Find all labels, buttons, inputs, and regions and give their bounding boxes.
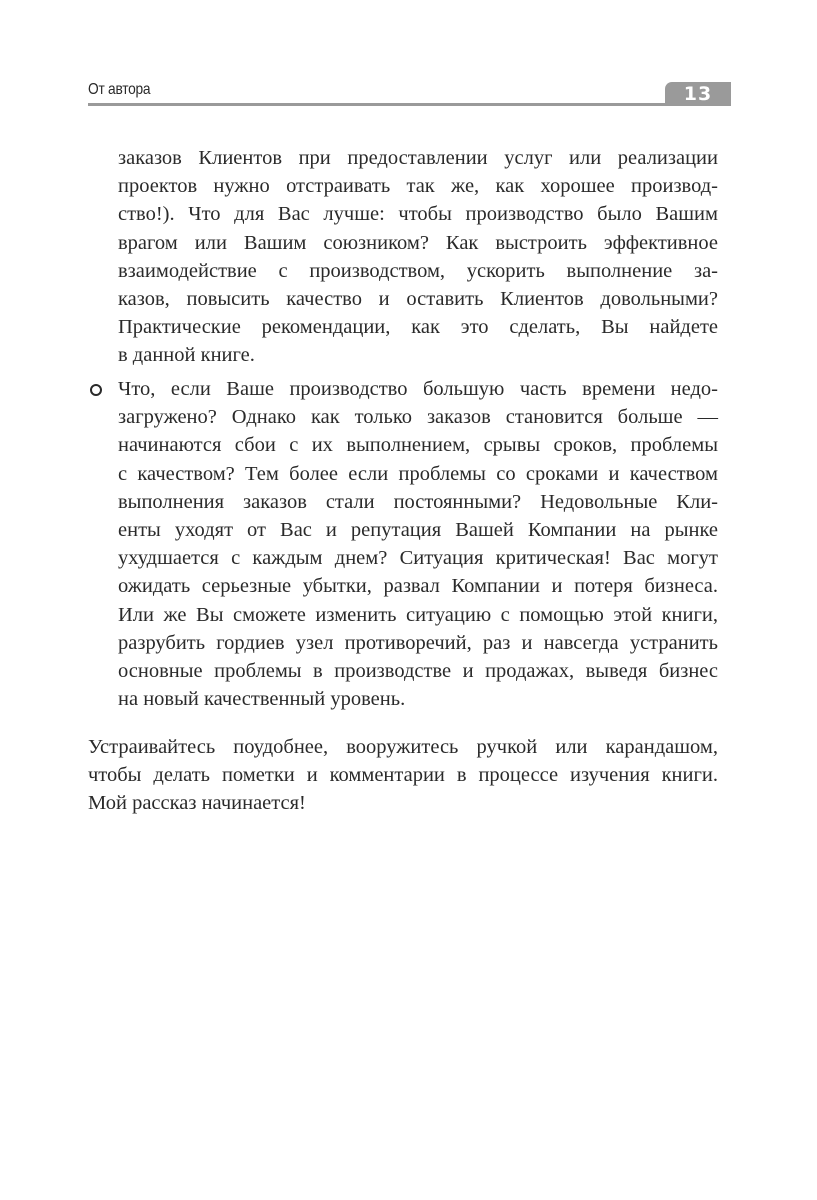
text-line: Устраивайтесь поудобнее, вооружитесь ручкой или карандашом, (88, 736, 718, 758)
page-number: 13 (683, 83, 713, 105)
closing-paragraph (88, 733, 718, 818)
text-line: ухудшается с каждым днем? Ситуация критическая! Вас могут (118, 547, 718, 570)
text-line: енты уходят от Вас и репутация Вашей Компании на рынке (118, 518, 718, 541)
text-line: Мой рассказ начинается! (88, 792, 306, 815)
continuation-paragraph (118, 144, 718, 370)
text-line: разрубить гордиев узел противоречий, раз и навсегда устранить (118, 631, 718, 654)
running-header (88, 80, 731, 108)
text-line: ство!). Что для Вас лучше: чтобы производство было Вашим (118, 203, 718, 226)
header-rule (88, 103, 731, 106)
text-line: Что, если Ваше производство большую часть времени недо- (118, 378, 718, 400)
text-line: Практические рекомендации, как это сделать, Вы найдете (118, 316, 718, 339)
text-line: на новый качественный уровень. (118, 688, 406, 711)
hollow-circle-bullet-icon (90, 384, 102, 396)
text-line: с качеством? Тем более если проблемы со сроками и качеством (118, 462, 718, 485)
text-line: в данной книге. (118, 344, 255, 367)
text-line: проектов нужно отстраивать так же, как хорошее производ- (118, 175, 718, 198)
text-line: основные проблемы в производстве и продажах, выведя бизнес (118, 659, 718, 682)
text-line: казов, повысить качество и оставить Клиентов довольными? (118, 287, 718, 310)
text-line: чтобы делать пометки и комментарии в процессе изучения книги. (88, 764, 718, 787)
text-line: выполнения заказов стали постоянными? Недовольные Кли- (118, 490, 718, 513)
text-line: загружено? Однако как только заказов становится больше — (118, 406, 718, 429)
text-line: врагом или Вашим союзником? Как выстроить эффективное (118, 231, 718, 254)
text-line: Или же Вы сможете изменить ситуацию с помощью этой книги, (118, 603, 718, 626)
bullet-item (118, 375, 718, 713)
section-title: От автора (88, 81, 151, 98)
page-number-tab (665, 82, 731, 106)
text-line: ожидать серьезные убытки, развал Компании и потеря бизнеса. (118, 575, 718, 598)
text-line: взаимодействие с производством, ускорить выполнение за- (118, 259, 718, 282)
text-line: начинаются сбои с их выполнением, срывы сроков, проблемы (118, 434, 718, 457)
text-line: заказов Клиентов при предоставлении услуг или реализации (118, 147, 718, 169)
